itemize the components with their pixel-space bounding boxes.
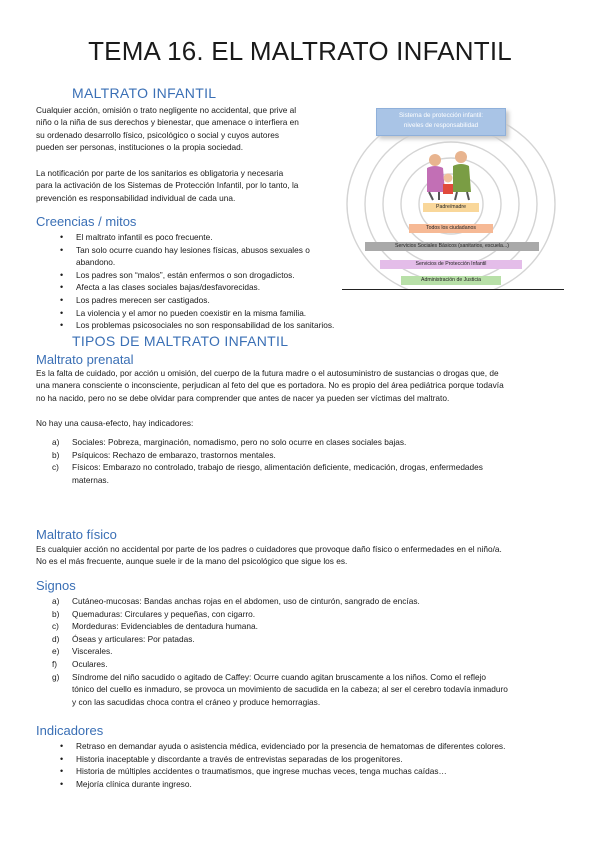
list-marker: c) xyxy=(52,621,59,632)
text-line: prevención es responsabilidad individual de cada una. xyxy=(36,192,236,203)
list-marker: f) xyxy=(52,658,58,669)
list-marker: c) xyxy=(52,462,59,473)
diagram-header-line: Sistema de protección infantil: xyxy=(398,112,483,119)
list-item: • Historia de múltiples accidentes o traumatismos, que ingrese muchas veces, tenga muchas caídas… xyxy=(36,765,576,778)
level-bar-justice: Administración de Justicia xyxy=(401,276,501,285)
list-text: Quemaduras: Circulares y pequeñas, con cigarro. xyxy=(72,608,256,619)
list-text: maternas. xyxy=(72,474,109,485)
list-item: • La violencia y el amor no pueden coexistir en la misma familia. xyxy=(36,307,376,320)
list-text: Psíquicos: Rechazo de embarazo, trastornos mentales. xyxy=(72,449,276,460)
level-bar-citizens: Todos los ciudadanos xyxy=(409,224,493,233)
list-marker: e) xyxy=(52,646,60,657)
diagram-header xyxy=(376,108,506,136)
physical-heading: Maltrato físico xyxy=(36,527,117,542)
list-item xyxy=(0,461,560,474)
list-text: y con las sacudidas choca contra el cráneo y produce hemorragias. xyxy=(72,696,321,707)
text-line: niño o la niña de sus derechos y bienestar, que amenace o interfiera en xyxy=(36,117,299,128)
list-item xyxy=(0,474,560,487)
list-text: Mordeduras: Evidenciables de dentadura humana. xyxy=(72,621,258,632)
list-item-continuation: abandono. xyxy=(76,257,116,268)
list-item xyxy=(36,256,376,269)
page-title: TEMA 16. EL MALTRATO INFANTIL xyxy=(88,36,512,66)
text-line: No es el más frecuente, aunque suele ir de la mano del psicológico que sigue los es. xyxy=(36,556,348,567)
text-line: pueden ser personas, instituciones o la propia sociedad. xyxy=(36,142,244,153)
list-text: Sociales: Pobreza, marginación, nomadismo, pero no solo ocurre en clases sociales bajas. xyxy=(72,437,407,447)
text-line: su ordenado desarrollo físico, psicológico o social y cuyos autores xyxy=(36,129,280,140)
list-item xyxy=(0,633,560,646)
signs-heading: Signos xyxy=(36,578,76,593)
list-item xyxy=(0,436,560,449)
prenatal-paragraph xyxy=(36,367,576,404)
notification-paragraph xyxy=(36,167,336,204)
prenatal-indicators-list xyxy=(0,436,560,486)
text-line: Es cualquier acción no accidental por parte de los padres o cuidadores que provoque daño físico o enfermedades en el niño/a. xyxy=(36,544,502,554)
indicators-heading: Indicadores xyxy=(36,723,104,738)
beliefs-list xyxy=(36,231,376,332)
list-marker: b) xyxy=(52,608,60,619)
list-text: Físicos: Embarazo no controlado, trabajo de riesgo, alimentación deficiente, medicación, drogas, enfermedades xyxy=(72,462,483,473)
text-line: Es la falta de cuidado, por acción u omisión, del cuerpo de la futura madre o el autosuministro de sustancias o drogas que, de xyxy=(36,368,499,378)
level-bar-child-protection: Servicios de Protección Infantil xyxy=(380,260,522,269)
section-heading-maltrato: MALTRATO INFANTIL xyxy=(72,85,217,101)
list-item: • Retraso en demandar ayuda o asistencia médica, evidenciado por la presencia de hematomas de diferentes colores. xyxy=(36,740,576,753)
list-item xyxy=(0,620,560,633)
level-bar-social-services: Servicios Sociales Básicos (sanitarios, escuela...) xyxy=(365,242,539,251)
list-item: • Afecta a las clases sociales bajas/desfavorecidas. xyxy=(36,281,376,294)
prenatal-intro: No hay una causa-efecto, hay indicadores: xyxy=(36,418,194,428)
definition-paragraph xyxy=(36,104,336,154)
list-text: Óseas y articulares: Por patadas. xyxy=(72,633,195,644)
list-marker: d) xyxy=(52,633,60,644)
list-marker: a) xyxy=(52,437,60,447)
list-item: • Los padres merecen ser castigados. xyxy=(36,294,376,307)
text-line: Cualquier acción, omisión o trato negligente no accidental, que prive al xyxy=(36,105,297,115)
list-item xyxy=(0,595,560,608)
text-line: para la activación de los Sistemas de Protección Infantil, por lo tanto, la xyxy=(36,180,299,191)
list-item: • Mejoría clínica durante ingreso. xyxy=(36,778,576,791)
list-marker: b) xyxy=(52,449,60,460)
list-item xyxy=(0,608,560,621)
level-bar-parents: Padre/madre xyxy=(423,203,479,212)
text-line: no ha nacido, pero no se debe olvidar para comprender que antes de nacer ya pueden ser víctimas del maltrato. xyxy=(36,392,450,403)
section-heading-tipos: TIPOS DE MALTRATO INFANTIL xyxy=(72,333,289,349)
list-item xyxy=(0,658,560,671)
beliefs-heading: Creencias / mitos xyxy=(36,214,137,229)
list-item xyxy=(0,683,560,696)
diagram-header-line: niveles de responsabilidad xyxy=(403,122,479,129)
text-line: una manera consciente o inconsciente, perjudican al feto del que es portadora. No es propio del área pediátrica porque todavía xyxy=(36,380,504,391)
signs-list xyxy=(0,595,560,708)
list-marker: a) xyxy=(52,596,60,606)
list-item: • Historia inaceptable y discordante a través de entrevistas separadas de los progenitores. xyxy=(36,753,576,766)
list-item: • Tan solo ocurre cuando hay lesiones físicas, abusos sexuales o xyxy=(36,244,376,257)
list-text: Síndrome del niño sacudido o agitado de Caffey: Ocurre cuando agitan bruscamente a los niños. Como el reflejo xyxy=(72,671,487,682)
list-item xyxy=(0,696,560,709)
list-item xyxy=(0,645,560,658)
diagram-divider xyxy=(342,289,564,290)
prenatal-heading: Maltrato prenatal xyxy=(36,352,134,367)
list-text: Viscerales. xyxy=(72,646,113,657)
list-text: Oculares. xyxy=(72,658,108,669)
list-item xyxy=(0,449,560,462)
list-item: • Los padres son “malos”, están enfermos o son drogadictos. xyxy=(36,269,376,282)
list-text: tónico del cuello es inmaduro, se provoca un movimiento de sacudida en la cabeza; al ser el cerebro todavía inmaduro xyxy=(72,684,508,695)
list-marker: g) xyxy=(52,671,60,682)
text-line: La notificación por parte de los sanitarios es obligatoria y necesaria xyxy=(36,168,284,178)
list-item xyxy=(0,671,560,684)
indicators-list xyxy=(36,740,576,790)
list-text: Cutáneo-mucosas: Bandas anchas rojas en el abdomen, uso de cinturón, sangrado de encías. xyxy=(72,596,420,606)
physical-paragraph xyxy=(36,543,576,568)
list-item: • Los problemas psicosociales no son responsabilidad de los sanitarios. xyxy=(36,319,376,332)
protection-levels-diagram xyxy=(343,100,561,290)
list-item: • El maltrato infantil es poco frecuente. xyxy=(36,231,376,244)
